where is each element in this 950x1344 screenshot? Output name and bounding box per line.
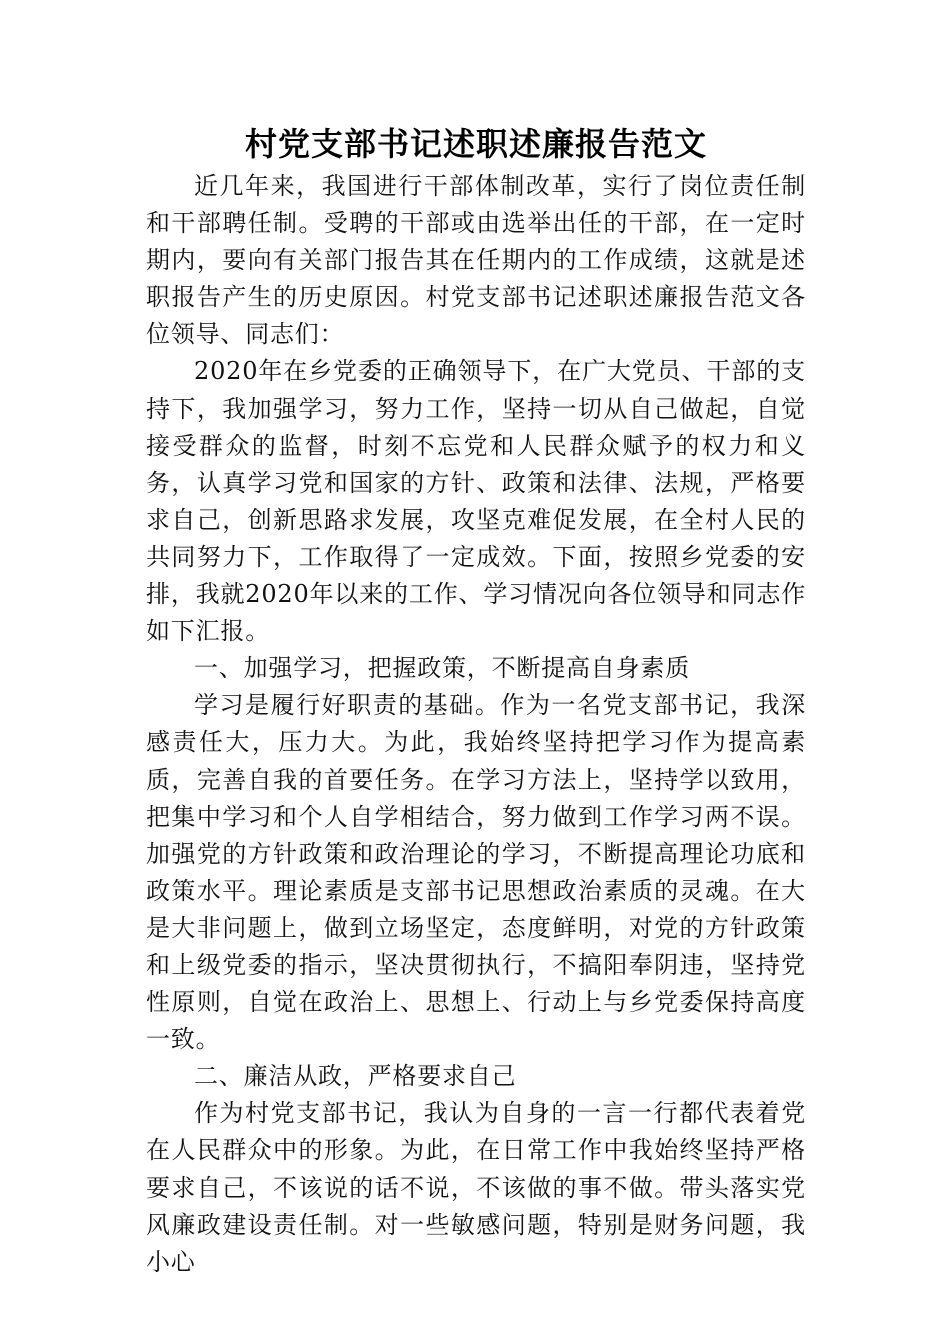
intro-paragraph: 近几年来，我国进行干部体制改革，实行了岗位责任制和干部聘任制。受聘的干部或由选举出任的干部，在一定时期内，要向有关部门报告其在任期内的工作成绩，这就是述职报告产生的历史原因。村党支部书记述职述廉报告范文各位领导、同志们： <box>146 172 806 349</box>
summary-paragraph: 2020年在乡党委的正确领导下，在广大党员、干部的支持下，我加强学习，努力工作，坚持一切从自己做起，自觉接受群众的监督，时刻不忘党和人民群众赋予的权力和义务，认真学习党和国家的方针、政策和法律、法规，严格要求自己，创新思路求发展，攻坚克难促发展，在全村人民的共同努力下，工作取得了一定成效。下面，按照乡党委的安排，我就2020年以来的工作、学习情况向各位领导和同志作如下汇报。 <box>146 357 806 646</box>
section-heading-integrity: 二、廉洁从政，严格要求自己 <box>194 1062 517 1091</box>
section-heading-study: 一、加强学习，把握政策，不断提高自身素质 <box>194 654 690 683</box>
integrity-paragraph: 作为村党支部书记，我认为自身的一言一行都代表着党在人民群众中的形象。为此，在日常工作中我始终坚持严格要求自己，不该说的话不说，不该做的事不做。带头落实党风廉政建设责任制。对一些敏感问题，特别是财务问题，我小心 <box>146 1099 806 1276</box>
study-paragraph: 学习是履行好职责的基础。作为一名党支部书记，我深感责任大，压力大。为此，我始终坚持把学习作为提高素质，完善自我的首要任务。在学习方法上，坚持学以致用，把集中学习和个人自学相结合，努力做到工作学习两不误。加强党的方针政策和政治理论的学习，不断提高理论功底和政策水平。理论素质是支部书记思想政治素质的灵魂。在大是大非问题上，做到立场坚定，态度鲜明，对党的方针政策和上级党委的指示，坚决贯彻执行，不搞阳奉阴违，坚持党性原则，自觉在政治上、思想上、行动上与乡党委保持高度一致。 <box>146 691 806 1054</box>
document-body <box>146 120 806 1281</box>
document-title: 村党支部书记述职述廉报告范文 <box>244 125 707 163</box>
